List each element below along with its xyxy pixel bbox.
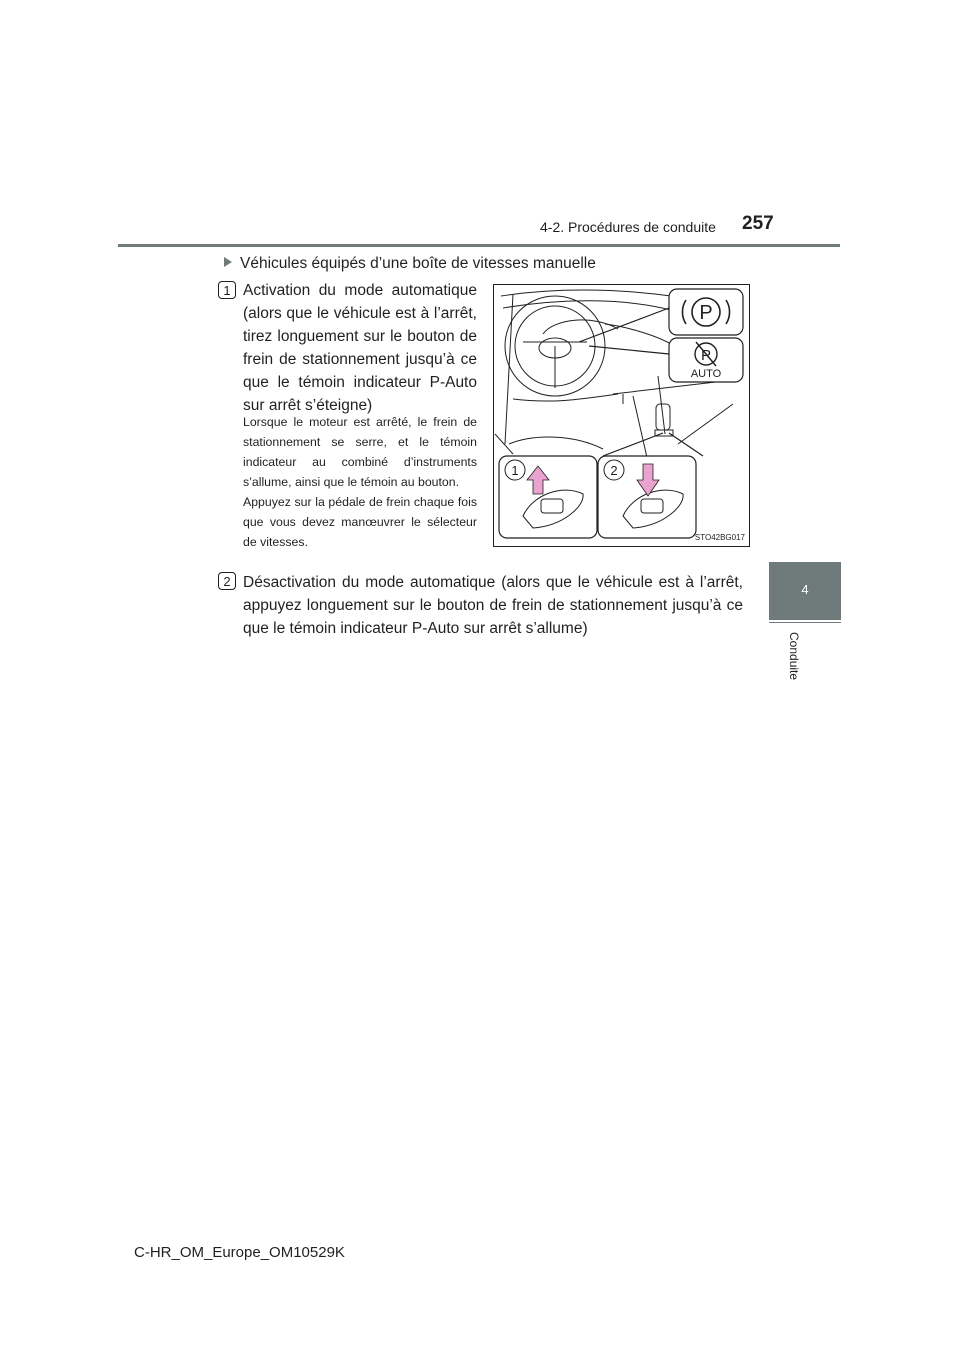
footer-document-code: C-HR_OM_Europe_OM10529K	[134, 1244, 345, 1261]
chapter-tab	[769, 562, 841, 620]
p-indicator-icon	[669, 289, 743, 335]
step-1-text: Activation du mode automatique (alors que le véhicule est à l’arrêt, tirez longuement sur le bouton de frein de stationnement jusqu’à ce que le témoin indicateur P-Auto sur arrêt s’éteigne)	[243, 282, 477, 414]
header-divider	[118, 244, 840, 247]
parking-brake-illustration	[493, 284, 750, 547]
note-paragraph-1: Lorsque le moteur est arrêté, le frein de stationnement se serre, et le témoin indicateur au combiné d’instruments s’allume, ainsi que le témoin au bouton.	[243, 415, 477, 489]
chapter-tab-number: 4	[801, 582, 809, 597]
p-auto-indicator-icon	[669, 338, 743, 382]
step-2-text: Désactivation du mode automatique (alors que le véhicule est à l’arrêt, appuyez longuement sur le bouton de frein de stationnement jusqu’à ce que le témoin indicateur P-Auto sur arrêt s’allume)	[243, 574, 743, 637]
step-marker-2: 2	[218, 572, 236, 590]
auto-label: AUTO	[690, 368, 722, 380]
illustration-code: STO42BG017	[694, 533, 745, 542]
header-section-title: 4-2. Procédures de conduite	[540, 219, 716, 235]
panel-marker-1: 1	[511, 463, 519, 478]
page-number: 257	[742, 213, 774, 234]
note-block	[243, 412, 477, 552]
chapter-tab-label: Conduite	[787, 632, 801, 681]
panel-marker-2: 2	[610, 463, 618, 478]
subheading	[224, 255, 596, 273]
panel-push	[598, 456, 696, 538]
p-symbol-text: P	[699, 302, 713, 324]
note-paragraph-2: Appuyez sur la pédale de frein chaque fois que vous devez manœuvrer le sélecteur de vitesses.	[243, 495, 477, 549]
panel-pull	[499, 456, 597, 538]
subheading-text: Véhicules équipés d’une boîte de vitesses manuelle	[240, 255, 596, 272]
triangle-bullet-icon	[224, 257, 232, 267]
chapter-tab-divider	[769, 622, 841, 623]
step-marker-1: 1	[218, 281, 236, 299]
p-auto-symbol-text: P	[700, 347, 712, 364]
